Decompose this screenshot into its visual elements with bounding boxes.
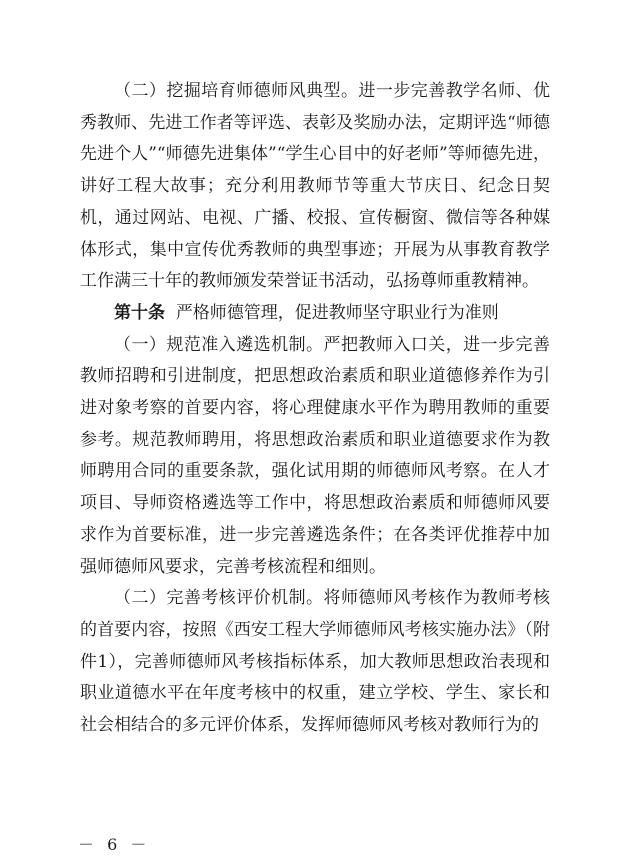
paragraph-admission-mechanism: （一）规范准入遴选机制。严把教师入口关，进一步完善教师招聘和引进制度，把思想政治素质和职业道德修养作为引进对象考察的首要内容，将心理健康水平作为聘用教师的重要参考。规范教师聘用，将思想政治素质和职业道德要求作为教师聘用合同的重要条款，强化试用期的师德师风考察。在人才项目、导师资格遴选等工作中，将思想政治素质和师德师风要求作为首要标准，进一步完善遴选条件；在各类评优推荐中加强师德师风要求，完善考核流程和细则。	[80, 334, 550, 577]
page-number: － 6 －	[78, 835, 151, 854]
paragraph-evaluation-mechanism: （二）完善考核评价机制。将师德师风考核作为教师考核的首要内容，按照《西安工程大学师德师风考核实施办法》（附件1），完善师德师风考核指标体系，加大教师思想政治表现和职业道德水平在年度考核中的权重，建立学校、学生、家长和社会相结合的多元评价体系，发挥师德师风考核对教师行为的	[80, 588, 550, 736]
article-spacer	[165, 303, 176, 323]
paragraph-typical-teachers: （二）挖掘培育师德师风典型。进一步完善教学名师、优秀教师、先进工作者等评选、表彰及奖励办法，定期评选“师德先进个人”“师德先进集体”“学生心目中的好老师”等师德先进，讲好工程大故事；充分利用教师节等重大节庆日、纪念日契机，通过网站、电视、广播、校报、宣传橱窗、微信等各种媒体形式，集中宣传优秀教师的典型事迹；开展为从事教育教学工作满三十年的教师颁发荣誉证书活动，弘扬尊师重教精神。	[80, 81, 550, 292]
article-number: 第十条	[114, 302, 165, 323]
document-body	[80, 76, 550, 742]
article-title: 严格师德管理，促进教师坚守职业行为准则	[175, 302, 499, 323]
article-ten-heading	[80, 298, 550, 330]
